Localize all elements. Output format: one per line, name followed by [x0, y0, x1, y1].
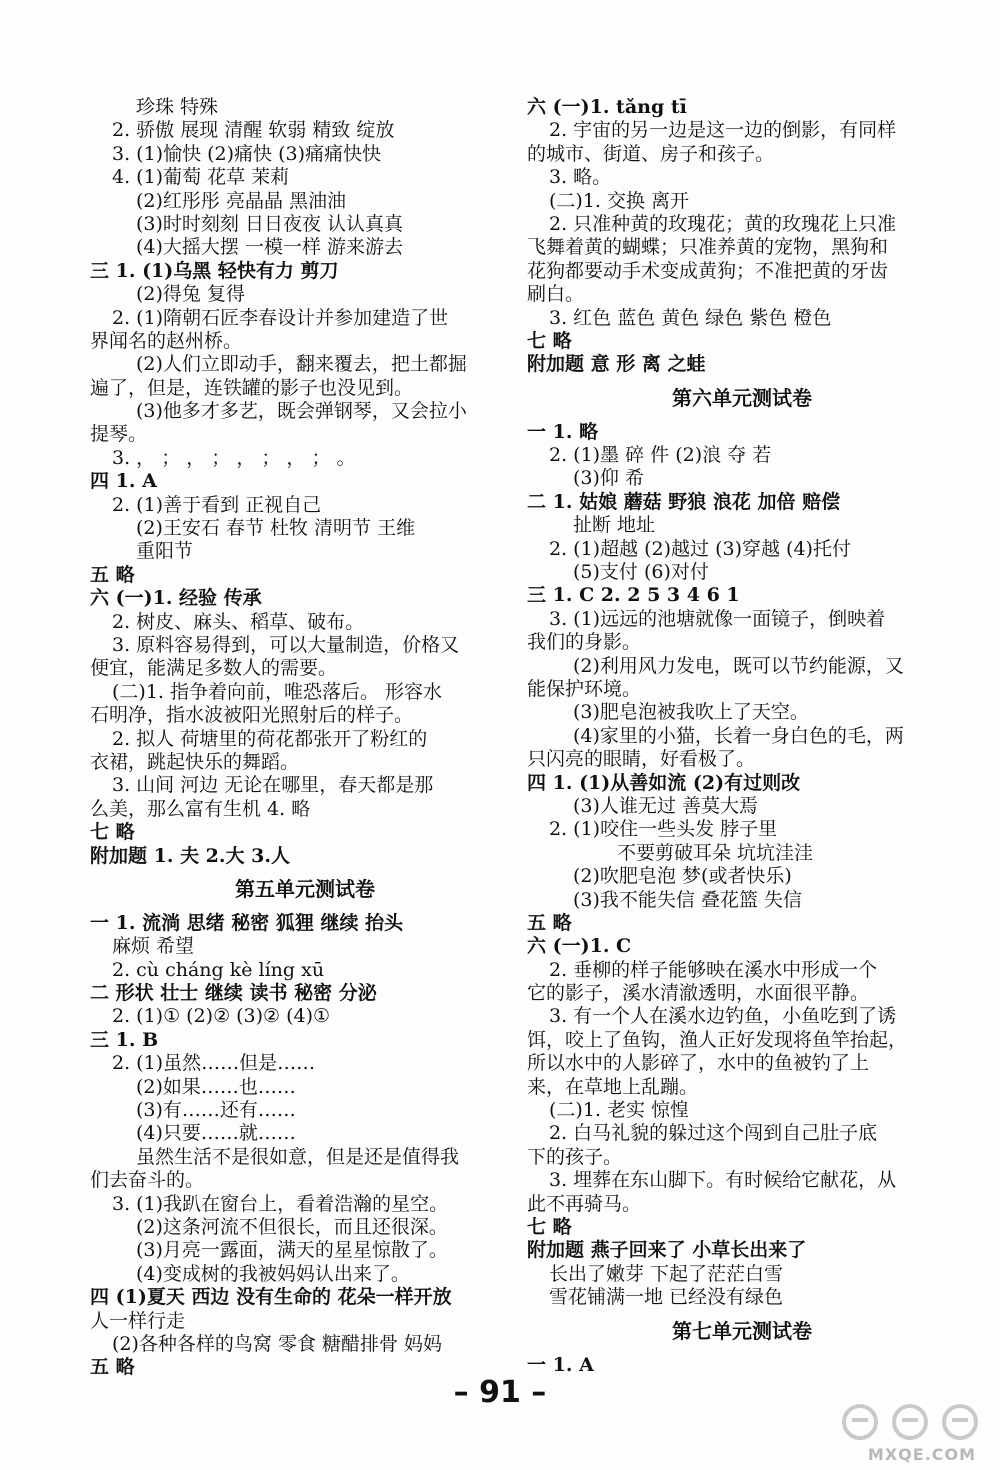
- answer-line: (2)红彤彤 亮晶晶 黑油油: [136, 189, 346, 212]
- answer-line: 3. (1)我趴在窗台上，看着浩瀚的星空。: [112, 1192, 449, 1215]
- section-heading: 第五单元测试卷: [235, 876, 375, 901]
- answer-line: (2)人们立即动手，翻来覆去，把土都掘: [136, 353, 467, 376]
- answer-line: (5)支付 (6)对付: [573, 561, 709, 584]
- answer-line: 2. 垂柳的样子能够映在溪水中形成一个: [549, 958, 878, 981]
- answer-line: 3. (1)愉快 (2)痛快 (3)痛痛快快: [112, 142, 381, 165]
- answer-line: 3. 原料容易得到，可以大量制造，价格又: [112, 633, 460, 656]
- answer-line: 刷白。: [527, 283, 585, 306]
- answer-line: (4)家里的小猫，长着一身白色的毛，两: [573, 724, 904, 747]
- answer-line: (3)肥皂泡被我吹上了天空。: [573, 701, 809, 724]
- section-heading: 第六单元测试卷: [672, 385, 812, 410]
- answer-line: 雪花铺满一地 已经没有绿色: [549, 1286, 784, 1309]
- answer-line: 一 1. A: [527, 1353, 594, 1376]
- answer-line: 一 1. 流淌 思绪 秘密 狐狸 继续 抬头: [90, 911, 404, 934]
- answer-line: 六 (一)1. tǎng tī: [527, 96, 687, 118]
- answer-line: (2)利用风力发电，既可以节约能源，又: [573, 654, 904, 677]
- answer-line: (2)得兔 复得: [136, 283, 245, 306]
- answer-line: 此不再骑马。: [527, 1192, 642, 1215]
- answer-line: (二)1. 指争着向前，唯恐落后。 形容水: [112, 680, 443, 703]
- answer-line: 扯断 地址: [573, 514, 656, 537]
- answer-line: 所以水中的人影碎了，水中的鱼被钓了上: [527, 1052, 870, 1075]
- answer-line: (3)他多才多艺，既会弹钢琴，又会拉小: [136, 400, 467, 423]
- answer-line: (2)王安石 春节 杜牧 清明节 王维: [136, 517, 416, 540]
- answer-line: 的城市、街道、房子和孩子。: [527, 142, 775, 165]
- answer-line: 飞舞着黄的蝴蝶；只准养黄的宠物，黑狗和: [527, 236, 889, 259]
- answer-line: 五 略: [90, 1356, 135, 1379]
- answer-line: 珍珠 特殊: [136, 96, 219, 118]
- answer-line: 遍了，但是，连铁罐的影子也没见到。: [90, 376, 414, 399]
- answer-line: 2. 只准种黄的玫瑰花；黄的玫瑰花上只准: [549, 212, 897, 235]
- answer-line: 麻烦 希望: [112, 935, 195, 958]
- answer-line: 3. ， ； ， ； ， ； ， ； 。: [112, 446, 356, 469]
- answer-line: 提琴。: [90, 423, 148, 446]
- answer-line: 长出了嫩芽 下起了茫茫白雪: [549, 1262, 784, 1285]
- answer-line: 不要剪破耳朵 坑坑洼洼: [617, 841, 814, 864]
- answer-line: 虽然生活不是很如意，但是还是值得我: [136, 1145, 460, 1168]
- answer-line: 2. 骄傲 展现 清醒 软弱 精致 绽放: [112, 119, 395, 142]
- answer-line: 3. 埋葬在东山脚下。有时候给它献花，从: [549, 1169, 897, 1192]
- answer-line: 2. (1)咬住一些头发 脖子里: [549, 818, 778, 841]
- answer-line: 2. cù cháng kè líng xū: [112, 958, 325, 981]
- answer-line: 三 1. B: [90, 1028, 159, 1051]
- answer-line: 三 1. (1)乌黑 轻快有力 剪刀: [90, 259, 339, 282]
- answer-line: 下的孩子。: [527, 1145, 623, 1168]
- answer-line: 六 (一)1. 经验 传承: [90, 587, 262, 610]
- left-column: [90, 96, 520, 1380]
- answer-line: 4. (1)葡萄 花草 茉莉: [112, 166, 290, 189]
- answer-line: 附加题 意 形 离 之蛙: [527, 353, 706, 376]
- answer-line: 3. (1)远远的池塘就像一面镜子，倒映着: [549, 607, 886, 630]
- answer-line: 五 略: [90, 563, 135, 586]
- answer-line: 四 1. A: [90, 470, 157, 493]
- answer-line: (2)如果……也……: [136, 1075, 296, 1098]
- answer-line: (4)变成树的我被妈妈认出来了。: [136, 1262, 410, 1285]
- answer-line: 重阳节: [136, 540, 194, 563]
- answer-line: (3)人谁无过 善莫大焉: [573, 794, 758, 817]
- answer-line: 2. 宇宙的另一边是这一边的倒影，有同样: [549, 119, 897, 142]
- answer-line: (3)有……还有……: [136, 1099, 296, 1122]
- answer-line: 它的影子，溪水清澈透明，水面很平静。: [527, 982, 870, 1005]
- answer-line: (3)月亮一露面，满天的星星惊散了。: [136, 1239, 448, 1262]
- answer-line: 3. 红色 蓝色 黄色 绿色 紫色 橙色: [549, 306, 832, 329]
- answer-line: (2)各种各样的鸟窝 零食 糖醋排骨 妈妈: [112, 1332, 443, 1355]
- answer-line: 来，在草地上乱蹦。: [527, 1075, 699, 1098]
- answer-line: 四 1. (1)从善如流 (2)有过则改: [527, 771, 801, 794]
- answer-line: 二 形状 壮士 继续 读书 秘密 分泌: [90, 982, 377, 1005]
- answer-line: 三 1. C 2. 2 5 3 4 6 1: [527, 584, 740, 607]
- answer-line: 2. 拟人 荷塘里的荷花都张开了粉红的: [112, 727, 428, 750]
- section-heading: 第七单元测试卷: [672, 1318, 812, 1343]
- answer-line: (二)1. 老实 惊惶: [549, 1099, 690, 1122]
- answer-line: 2. 白马礼貌的躲过这个闯到自己肚子底: [549, 1122, 878, 1145]
- answer-line: (4)只要……就……: [136, 1122, 296, 1145]
- page-number: – 91 –: [453, 1375, 547, 1410]
- answer-line: (3)仰 希: [573, 467, 644, 490]
- answer-line: 六 (一)1. C: [527, 935, 632, 958]
- answer-line: 饵，咬上了鱼钩，渔人正好发现将鱼竿抬起，: [527, 1028, 908, 1051]
- answer-line: 人一样行走: [90, 1309, 186, 1332]
- answer-line: 附加题 燕子回来了 小草长出来了: [527, 1239, 807, 1262]
- watermark-text: MXQE.COM: [867, 1445, 977, 1464]
- answer-line: 只闪亮的眼睛，好看极了。: [527, 748, 756, 771]
- answer-line: 2. 树皮、麻头、稻草、破布。: [112, 610, 365, 633]
- answer-line: 花狗都要动手术变成黄狗；不准把黄的牙齿: [527, 259, 889, 282]
- answer-line: 2. (1)墨 碎 件 (2)浪 夺 若: [549, 444, 772, 467]
- answer-line: 3. 山间 河边 无论在哪里，春天都是那: [112, 774, 434, 797]
- answer-line: 3. 略。: [549, 166, 612, 189]
- answer-line: (3)我不能失信 叠花篮 失信: [573, 888, 802, 911]
- answer-line: 石明净，指水波被阳光照射后的样子。: [90, 704, 414, 727]
- answer-line: 能保护环境。: [527, 677, 642, 700]
- answer-line: (二)1. 交换 离开: [549, 189, 690, 212]
- answer-line: 我们的身影。: [527, 631, 642, 654]
- answer-line: 2. (1)超越 (2)越过 (3)穿越 (4)托付: [549, 537, 851, 560]
- answer-line: 七 略: [90, 821, 135, 844]
- right-column: [527, 96, 957, 1377]
- answer-line: 2. (1)隋朝石匠李春设计并参加建造了世: [112, 306, 449, 329]
- answer-line: (2)这条河流不但很长，而且还很深。: [136, 1215, 448, 1238]
- answer-line: 么美，那么富有生机 4. 略: [90, 797, 311, 820]
- answer-line: 们去奋斗的。: [90, 1169, 205, 1192]
- answer-line: (2)吹肥皂泡 梦(或者快乐): [573, 865, 792, 888]
- answer-line: 五 略: [527, 911, 572, 934]
- answer-line: 2. (1)① (2)② (3)② (4)①: [112, 1005, 331, 1028]
- answer-line: 2. (1)善于看到 正视自己: [112, 493, 322, 516]
- answer-line: 七 略: [527, 329, 572, 352]
- answer-line: 2. (1)虽然……但是……: [112, 1052, 316, 1075]
- answer-line: (4)大摇大摆 一模一样 游来游去: [136, 236, 403, 259]
- answer-line: 二 1. 姑娘 蘑菇 野狼 浪花 加倍 赔偿: [527, 490, 841, 513]
- answer-line: 四 (1)夏天 西边 没有生命的 花朵一样开放: [90, 1286, 452, 1309]
- answer-line: 七 略: [527, 1215, 572, 1238]
- answer-line: (3)时时刻刻 日日夜夜 认认真真: [136, 212, 403, 235]
- answer-line: 3. 有一个人在溪水边钓鱼，小鱼吃到了诱: [549, 1005, 897, 1028]
- answer-line: 衣裙，跳起快乐的舞蹈。: [90, 750, 300, 773]
- answer-line: 便宜，能满足多数人的需要。: [90, 657, 338, 680]
- answer-line: 界闻名的赵州桥。: [90, 329, 243, 352]
- answer-line: 附加题 1. 夫 2.大 3.人: [90, 844, 290, 867]
- answer-line: 一 1. 略: [527, 420, 599, 443]
